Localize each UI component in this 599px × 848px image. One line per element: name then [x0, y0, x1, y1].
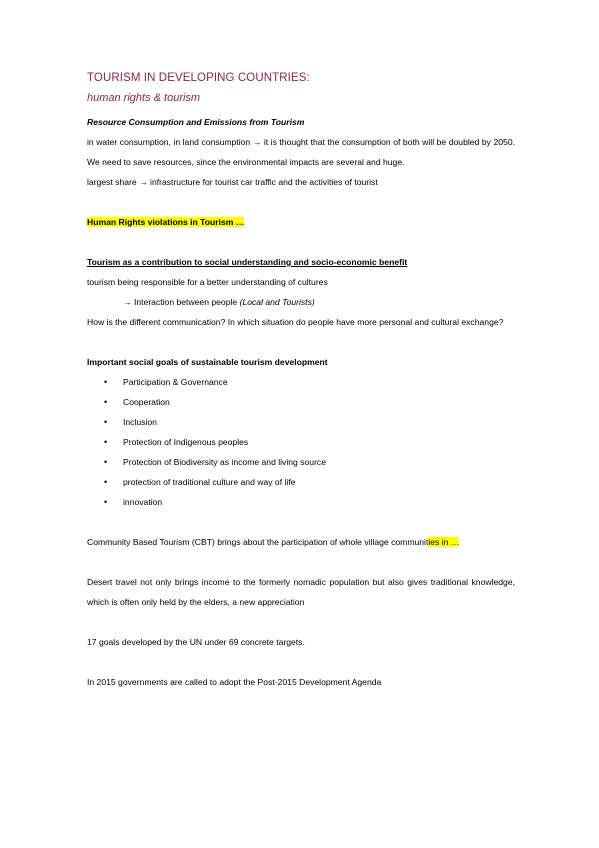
goals-list	[87, 372, 515, 512]
cbt-paragraph	[87, 532, 515, 552]
list-item: • innovation	[87, 492, 515, 512]
un-goals-paragraph: 17 goals developed by the UN under 69 concrete targets.	[87, 637, 305, 647]
agenda-paragraph: In 2015 governments are called to adopt the Post-2015 Development Agenda	[87, 677, 382, 687]
social-arrow-text: → Interaction between people	[123, 297, 240, 307]
list-item: • Protection of Biodiversity as income and living source	[87, 452, 515, 472]
list-item: • Protection of Indigenous peoples	[87, 432, 515, 452]
social-line: tourism being responsible for a better understanding of cultures	[87, 277, 328, 287]
list-item: • Participation & Governance	[87, 372, 515, 392]
document-title: TOURISM IN DEVELOPING COUNTRIES:	[87, 72, 310, 84]
resource-largest-share: largest share → infrastructure for tourist car traffic and the activities of tourist	[87, 177, 378, 187]
document-subtitle: human rights & tourism	[87, 92, 201, 104]
social-heading: Tourism as a contribution to social understanding and socio-economic benefit	[87, 257, 408, 267]
list-item: • protection of traditional culture and way of life	[87, 472, 515, 492]
list-item: • Cooperation	[87, 392, 515, 412]
social-arrow-line	[87, 292, 515, 312]
resource-paragraph: in water consumption, in land consumption → it is thought that the consumption of both will be doubled by 2050. We need to save resources, since the environmental impacts are several and huge.	[87, 137, 515, 167]
social-question: How is the different communication? In which situation do people have more personal and cultural exchange?	[87, 317, 504, 327]
social-arrow-italic: (Local and Tourists)	[239, 297, 315, 307]
cbt-text: Community Based Tourism (CBT) brings about the participation of whole village communit	[87, 537, 429, 547]
list-item: • Inclusion	[87, 412, 515, 432]
desert-paragraph: Desert travel not only brings income to the formerly nomadic population but also gives traditional knowledge, which is often only held by the elders, a new appreciation	[87, 577, 515, 607]
resource-heading: Resource Consumption and Emissions from Tourism	[87, 117, 305, 127]
document-content	[87, 72, 515, 692]
goals-heading: Important social goals of sustainable tourism development	[87, 357, 328, 367]
human-rights-heading: Human Rights violations in Tourism …	[87, 217, 245, 227]
cbt-highlight: ies in …	[428, 537, 460, 547]
